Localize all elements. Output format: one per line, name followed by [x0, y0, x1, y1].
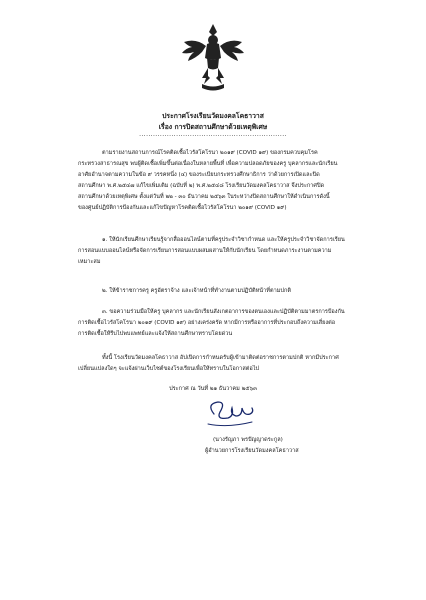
paragraph-line: การติดเชื้อให้รีบไปพบแพทย์และแจ้งให้สถานศึกษาทราบโดยด่วน [78, 331, 233, 337]
paragraph-line: ของศูนย์ปฏิบัติการป้องกันและแก้ไขปัญหาโรคติดเชื้อไวรัสโคโรนา ๒๐๑๙ (COVID ๑๙) [78, 205, 287, 211]
paragraph-line: อาศัยอำนาจตามความในข้อ ๙ วรรคหนึ่ง (๔) ของระเบียบกระทรวงศึกษาธิการ ว่าด้วยการเปิดและปิด [78, 172, 320, 178]
signer-block [205, 435, 299, 457]
signer-position: ผู้อำนวยการโรงเรียนวัดมงคลโคธาวาส [205, 448, 299, 454]
paragraph-line: การติดเชื้อไวรัสโคโรนา ๒๐๑๙ (COVID ๑๙) อย่างเคร่งครัด หากมีการหรืออาการที่ประกอบถึงความเสี่ยงต่อ [78, 320, 336, 326]
paragraph-line: สถานศึกษาด้วยเหตุพิเศษ ตั้งแต่วันที่ ๒๒ - ๓๐ ธันวาคม ๒๕๖๓ ในระหว่างปิดสถานศึกษาให้ดำเนินการดังนี้ [78, 194, 330, 200]
paragraph-line: สถานศึกษา พ.ศ.๒๕๔๗ แก้ไขเพิ่มเติม (ฉบับที่ ๒) พ.ศ.๒๕๔๘ โรงเรียนวัดมงคลโคธาวาส จึงประกาศปิด [78, 183, 325, 189]
paragraph-line: ทั้งนี้ โรงเรียนวัดมงคลโคธาวาส อัปเปิดการกำหนดรับผู้เข้ามาติดต่อราชการตามปกติ หากมีประกาศ [102, 355, 339, 361]
document-title: ประกาศโรงเรียนวัดมงคลโคธาวาส [162, 112, 264, 120]
paragraph-line: เปลี่ยนแปลงใดๆ จะแจ้งผ่านเว็บไซต์ของโรงเรียนเพื่อให้ทราบในโอกาสต่อไป [78, 366, 260, 372]
paragraph-item-3 [78, 307, 358, 340]
paragraph-line: ๓. ขอความร่วมมือให้ครู บุคลากร และนักเรียนสังเกตอาการของตนเองและปฏิบัติตามมาตรการป้องกัน [102, 309, 345, 315]
announcement-date: ประกาศ ณ วันที่ ๒๑ ธันวาคม ๒๕๖๓ [169, 386, 257, 392]
garuda-emblem-icon [180, 22, 246, 94]
paragraph-line: การสอนแบบออนไลน์หรือจัดการเรียนการสอนแบบผสมผสานให้กับนักเรียน โดยกำหนดภาระงานตามความ [78, 248, 332, 254]
paragraph-line: ๒. ให้ข้าราชการครู ครูอัตราจ้าง และเจ้าหน้าที่ทำงานตามปฏิบัติหน้าที่ตามปกติ [102, 288, 291, 294]
paragraph-line: เหมาะสม [78, 259, 101, 265]
document-subject: เรื่อง การปิดสถานศึกษาด้วยเหตุพิเศษ [158, 123, 268, 131]
title-separator: ................................................................ [139, 131, 287, 138]
handwritten-signature-icon [200, 398, 260, 432]
paragraph-line: กระทรวงสาธารณสุข พบผู้ติดเชื้อเพิ่มขึ้นต่อเนื่องในหลายพื้นที่ เพื่อความปลอดภัยของครู บุคลากรและนักเรียน [78, 161, 338, 167]
paragraph-line: ๑. ให้นักเรียนศึกษาเรียนรู้จากสื่อออนไลน์ตามที่ครูประจำวิชากำหนด และให้ครูประจำวิชาจัดการเรียน [102, 237, 345, 243]
paragraph-intro [78, 148, 358, 214]
paragraph-item-1 [78, 235, 358, 268]
paragraph-closing [78, 353, 358, 375]
signer-name: (นางรัญภา พรปัญญาดระกูล) [213, 437, 283, 443]
paragraph-line: ตามรายงานสถานการณ์โรคติดเชื้อไวรัสโคโรนา ๒๐๑๙ (COVID ๑๙) ของกรมควบคุมโรค [102, 150, 318, 156]
paragraph-item-2 [78, 286, 358, 297]
